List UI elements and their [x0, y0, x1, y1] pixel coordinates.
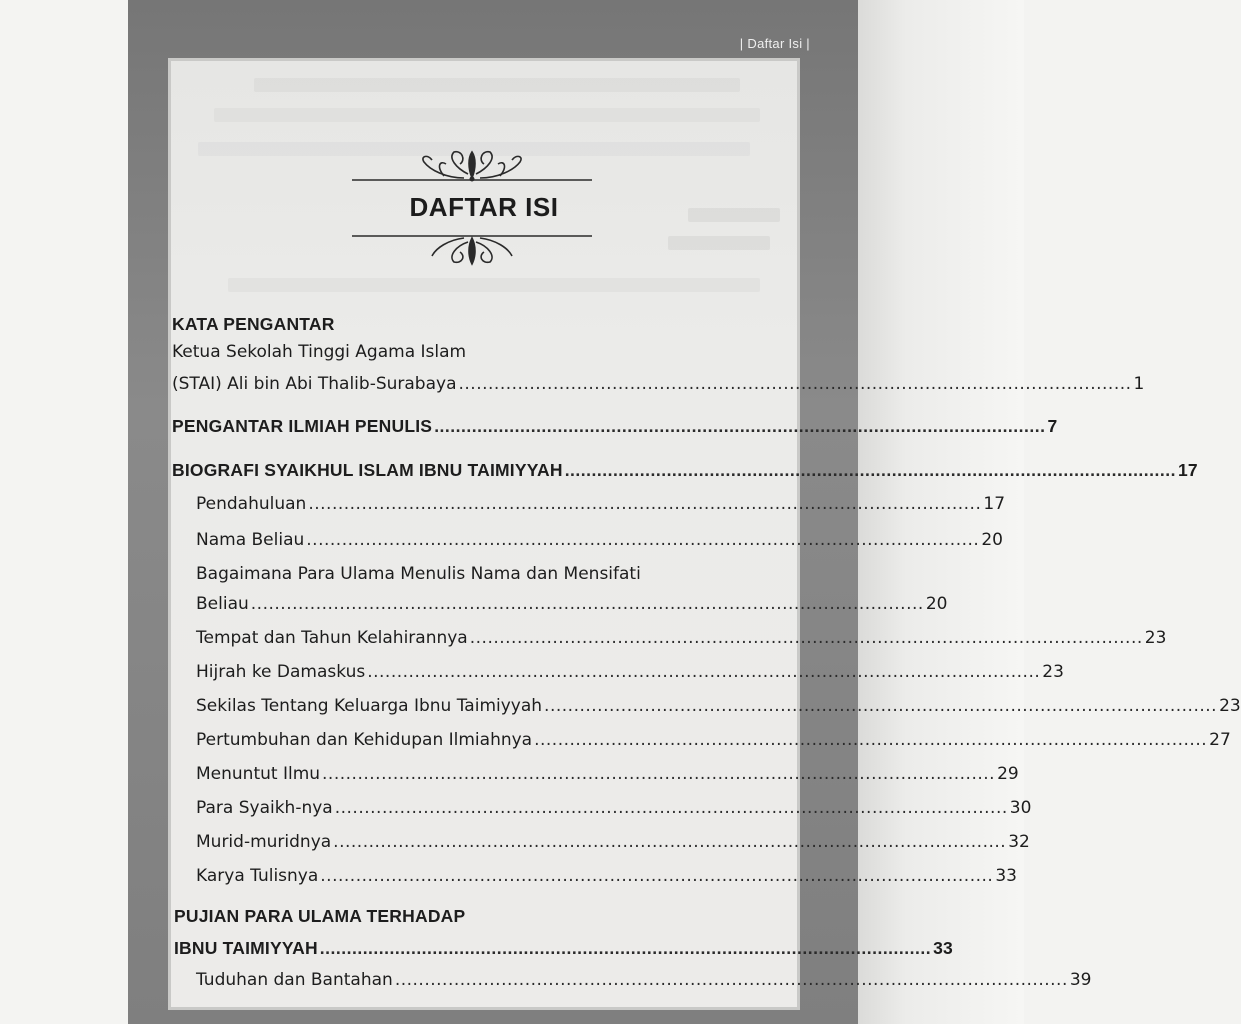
dot-leader: .................................................................................................................. — [306, 530, 980, 550]
toc-entry-label: Para Syaikh-nya — [196, 798, 333, 818]
toc-subentry — [196, 970, 1092, 990]
toc-subentry — [196, 764, 1019, 784]
toc-page-number: 23 — [1042, 662, 1064, 682]
toc-entry-label: Tuduhan dan Bantahan — [196, 970, 393, 990]
dot-leader: .................................................................................................................. — [544, 696, 1218, 716]
dot-leader: .................................................................................................................. — [320, 866, 994, 886]
toc-heading-pujian: PUJIAN PARA ULAMA TERHADAP — [174, 906, 466, 926]
toc-entry-pengantar-ilmiah — [172, 416, 1058, 437]
dot-leader: .................................................................................................................. — [334, 798, 1008, 818]
toc-entry-label: IBNU TAIMIYYAH — [174, 938, 318, 958]
toc-entry-label: Tempat dan Tahun Kelahirannya — [196, 628, 468, 648]
toc-page-number: 20 — [925, 594, 948, 614]
toc-entry-label: Menuntut Ilmu — [196, 764, 321, 784]
toc-entry-label: Murid-muridnya — [196, 832, 332, 852]
dot-leader: .................................................................................................................. — [394, 970, 1068, 990]
toc-entry-label: Karya Tulisnya — [196, 866, 319, 886]
toc-subentry — [196, 530, 1003, 550]
table-of-contents — [168, 58, 1241, 1010]
toc-page-number: 33 — [933, 938, 953, 958]
toc-page-number: 7 — [1047, 416, 1058, 436]
dot-leader: .................................................................................................................. — [434, 416, 1046, 436]
toc-page-number: 30 — [1009, 798, 1032, 818]
page-title: DAFTAR ISI — [409, 192, 559, 222]
toc-entry-kata-pengantar — [172, 374, 1145, 394]
toc-entry-label: Pendahuluan — [196, 494, 307, 514]
dot-leader: .................................................................................................................. — [469, 628, 1143, 648]
toc-entry-label: Sekilas Tentang Keluarga Ibnu Taimiyyah — [196, 696, 543, 716]
toc-page-number: 23 — [1219, 696, 1241, 716]
toc-entry-label: Hijrah ke Damaskus — [196, 662, 366, 682]
toc-entry-label: Beliau — [196, 594, 249, 614]
toc-page-number: 39 — [1069, 970, 1092, 990]
toc-entry-pujian — [174, 938, 953, 959]
toc-page-number: 23 — [1144, 628, 1167, 648]
dot-leader: .................................................................................................................. — [564, 460, 1176, 480]
dot-leader: .................................................................................................................. — [367, 662, 1041, 682]
toc-page-number: 32 — [1008, 832, 1030, 852]
toc-subentry — [196, 494, 1006, 514]
dot-leader: .................................................................................................................. — [322, 764, 996, 784]
toc-subentry — [196, 866, 1017, 886]
toc-entry-label: (STAI) Ali bin Abi Thalib-Surabaya — [172, 374, 457, 394]
toc-entry-label: Nama Beliau — [196, 530, 305, 550]
toc-subentry — [196, 730, 1231, 750]
toc-page-number: 17 — [1177, 460, 1198, 480]
toc-entry-text: Ketua Sekolah Tinggi Agama Islam — [172, 342, 467, 362]
dot-leader: .................................................................................................................. — [250, 594, 924, 614]
book-page — [128, 0, 1241, 1024]
toc-page-number: 27 — [1209, 730, 1231, 750]
toc-subentry — [196, 696, 1241, 716]
toc-subentry — [196, 798, 1032, 818]
running-head: | Daftar Isi | — [739, 36, 810, 51]
toc-page-number: 20 — [981, 530, 1003, 550]
toc-page-number: 1 — [1133, 374, 1145, 394]
toc-page-number: 33 — [995, 866, 1017, 886]
background-left — [0, 0, 128, 1024]
toc-page-number: 29 — [997, 764, 1019, 784]
dot-leader: .................................................................................................................. — [333, 832, 1007, 852]
toc-subentry — [196, 662, 1064, 682]
dot-leader: .................................................................................................................. — [308, 494, 982, 514]
toc-subentry — [196, 628, 1167, 648]
dot-leader: .................................................................................................................. — [534, 730, 1208, 750]
toc-heading-kata-pengantar: KATA PENGANTAR — [172, 314, 335, 334]
toc-subentry — [196, 594, 948, 614]
toc-page-number: 17 — [983, 494, 1006, 514]
dot-leader: .................................................................................................................. — [458, 374, 1132, 394]
toc-entry-label: Pertumbuhan dan Kehidupan Ilmiahnya — [196, 730, 533, 750]
toc-subentry — [196, 832, 1030, 852]
toc-entry-label: BIOGRAFI SYAIKHUL ISLAM IBNU TAIMIYYAH — [172, 460, 563, 480]
toc-entry-biografi — [172, 460, 1198, 481]
toc-panel — [168, 58, 1241, 1010]
dot-leader: .................................................................................................................. — [319, 938, 932, 958]
toc-entry-label: PENGANTAR ILMIAH PENULIS — [172, 416, 433, 436]
toc-entry-label: Bagaimana Para Ulama Menulis Nama dan Mensifati — [196, 564, 641, 584]
